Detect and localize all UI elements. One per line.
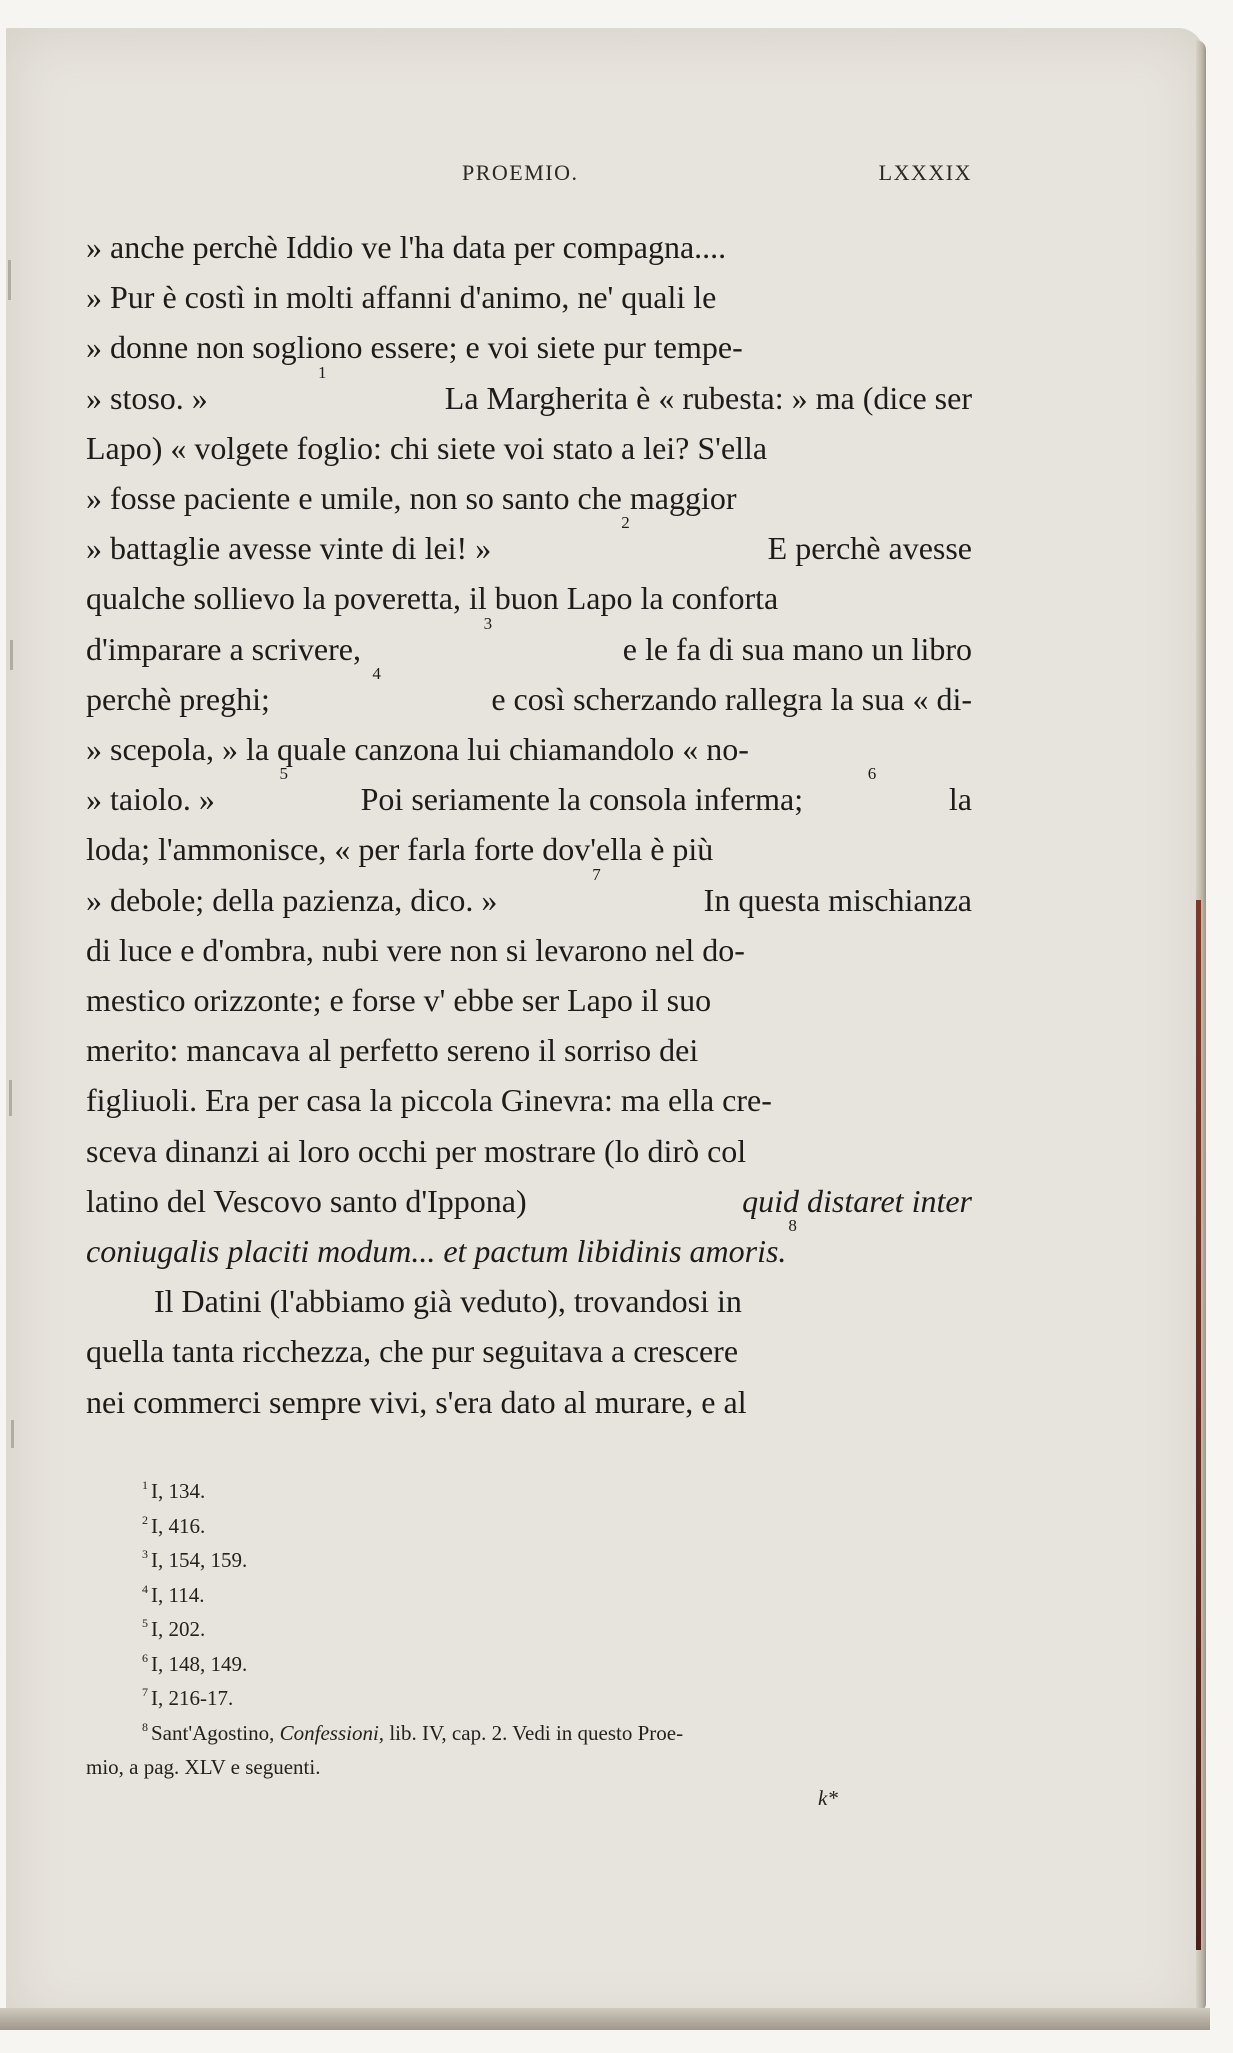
latin-quote: coniugalis placiti modum... et pactum libidinis amoris. [86,1233,787,1270]
text-line [86,975,972,1025]
text-segment: » stoso. » [86,379,208,416]
text-line [86,322,972,372]
text-line [86,573,972,623]
text-line [86,663,972,724]
text-segment: e le fa di sua mano un libro [614,630,972,667]
text-line [86,272,972,322]
footnote [86,1612,972,1647]
margin-mark [9,1080,12,1116]
text-line [86,1216,972,1276]
text-segment: » Pur è costì in molti affanni d'animo, ne' quali le [86,279,717,316]
text-line [86,423,972,473]
page-bottom-edge [0,2008,1210,2030]
text-line [86,1126,972,1176]
text-segment: Poi seriamente la consola inferma; [352,781,804,818]
text-line [86,613,972,674]
text-segment: La Margherita è « rubesta: » ma (dice ser [436,379,972,416]
text-line [86,362,972,423]
footnote-continuation: mio, a pag. XLV e seguenti. [86,1755,321,1779]
footnote-number: 3 [142,1547,148,1561]
text-segment: d'imparare a scrivere, [86,630,361,667]
text-line [86,1075,972,1125]
text-segment: e così scherzando rallegra la sua « di- [483,680,972,717]
footnote-ref: 2 [621,513,630,533]
text-segment: » taiolo. » [86,781,215,818]
text-line [86,864,972,925]
text-segment: Lapo) « volgete foglio: chi siete voi stato a lei? S'ella [86,429,768,466]
text-line [86,724,972,774]
text-line [86,925,972,975]
text-line [86,764,972,824]
footnote-number: 5 [142,1616,148,1630]
signature-mark: k* [818,1786,838,1810]
footnote [86,1578,972,1613]
text-segment: » anche perchè Iddio ve l'ha data per compagna.... [86,229,727,265]
footnote-number: 1 [142,1478,148,1492]
footnote-text: I, 154, 159. [151,1548,248,1572]
text-line [86,1377,972,1427]
text-segment: » debole; della pazienza, dico. » [86,881,498,918]
text-segment: loda; l'ammonisce, « per farla forte dov'ella è più [86,831,714,868]
footnote-ref: 1 [318,362,327,382]
margin-mark [10,640,13,670]
footnote-ref: 7 [592,864,601,884]
text-line [86,473,972,523]
text-segment: » donne non sogliono essere; e voi siete pur tempe- [86,329,743,366]
footnote-text-rest: lib. IV, cap. 2. Vedi in questo Proe- [384,1720,684,1745]
running-header [462,160,972,186]
footnote [86,1543,972,1578]
footnote [86,1647,972,1682]
footnote-text: I, 134. [151,1479,206,1503]
text-line [86,222,972,272]
text-segment: » battaglie avesse vinte di lei! » [86,530,492,567]
footnote-ref: 6 [867,764,877,784]
text-line [86,513,972,573]
text-segment: la [940,781,972,818]
footnote-ref: 5 [279,764,288,784]
text-segment: merito: mancava al perfetto sereno il sorriso dei [86,1032,699,1069]
footnote-italic: Confessioni, [279,1720,385,1745]
footnote [86,1509,972,1544]
text-segment: quella tanta ricchezza, che pur seguitava a crescere [86,1333,739,1370]
text-segment: figliuoli. Era per casa la piccola Ginevra: ma ella cre- [86,1082,772,1119]
footnote [86,1681,972,1716]
text-segment: » fosse paciente e umile, non so santo che maggior [86,480,737,517]
footnote-number: 8 [142,1719,148,1734]
footnote-number: 6 [142,1650,148,1665]
running-title: PROEMIO. [462,160,579,185]
text-segment: In questa mischianza [695,881,972,918]
text-segment: sceva dinanzi ai loro occhi per mostrare (lo dirò col [86,1132,747,1169]
text-segment: perchè preghi; [86,680,270,717]
text-line [86,1025,972,1075]
footnotes [86,1474,972,1785]
margin-mark [11,1420,14,1448]
text-segment: mestico orizzonte; e forse v' ebbe ser Lapo il suo [86,982,712,1019]
footnote-text: I, 202. [151,1617,206,1641]
footnote-number: 2 [142,1512,148,1527]
text-segment: latino del Vescovo santo d'Ippona) [86,1182,535,1219]
text-line [86,824,972,874]
text-line [86,1326,972,1376]
footnote [86,1474,972,1509]
text-segment: di luce e d'ombra, nubi vere non si levarono nel do- [86,931,745,968]
text-segment: qualche sollievo la poveretta, il buon Lapo la conforta [86,580,779,617]
footnote-number: 7 [142,1685,148,1699]
footnote-text: I, 148, 149. [151,1651,248,1676]
text-line [86,1176,972,1226]
text-segment: Il Datini (l'abbiamo già veduto), trovandosi in [154,1283,742,1320]
text-line [86,1276,972,1326]
main-text [86,222,972,1427]
footnote-ref: 8 [788,1216,797,1236]
page-number: LXXXIX [878,160,972,185]
footnote-text: I, 416. [151,1513,206,1538]
footnote-text: Sant'Agostino, [151,1720,280,1745]
footnote-ref: 3 [483,613,493,633]
margin-mark [8,260,11,300]
latin-quote: quid distaret inter [742,1182,972,1219]
footnote-number: 4 [142,1581,148,1596]
text-segment: nei commerci sempre vivi, s'era dato al murare, e al [86,1383,747,1420]
footnote-ref: 4 [372,663,381,683]
footnote-text: I, 114. [151,1582,205,1607]
text-segment: E perchè avesse [759,530,972,567]
footnote-text: I, 216-17. [151,1686,234,1710]
binding-strip [1196,900,1201,1950]
footnote [86,1716,972,1751]
text-segment: » scepola, » la quale canzona lui chiamandolo « no- [86,731,749,768]
